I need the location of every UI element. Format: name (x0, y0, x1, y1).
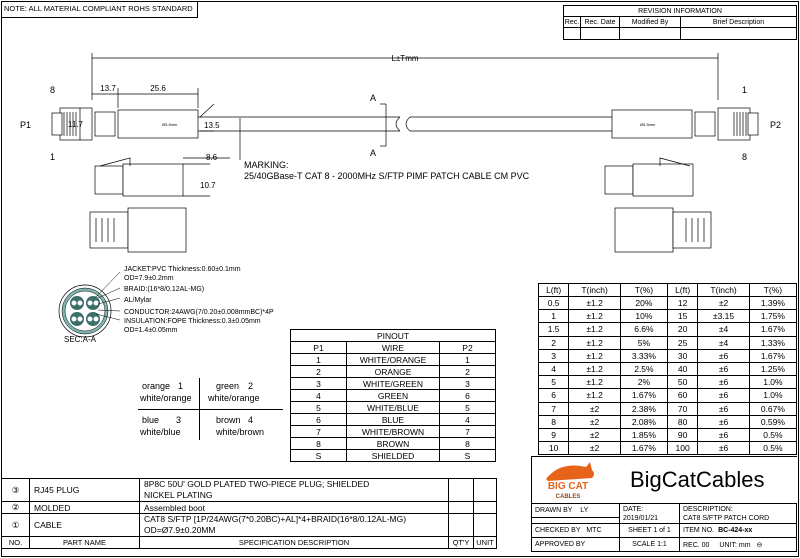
table-row (2, 514, 497, 537)
tol-col-tpct-2: T(%) (749, 284, 796, 297)
tolerance-cell: ±2 (698, 297, 750, 310)
tolerance-cell: ±1.2 (569, 389, 621, 402)
table-row (539, 323, 797, 336)
pin8-left: 8 (50, 85, 56, 95)
label-p2: P2 (770, 120, 782, 130)
part-spec-line2: OD=Ø7.9±0.20MM (144, 525, 216, 535)
tol-col-lft: L(ft) (539, 284, 569, 297)
tolerance-cell: 1.67% (620, 442, 667, 455)
table-row (291, 450, 496, 462)
tolerance-cell: ±6 (698, 442, 750, 455)
table-row (291, 354, 496, 366)
conductor-label: CONDUCTOR:24AWG(7/0.20±0.008mmBC)*4P (124, 309, 274, 316)
table-row (539, 389, 797, 402)
dim-10-7: 10.7 (200, 181, 216, 190)
pinout-cell: S (440, 450, 496, 462)
table-row (539, 428, 797, 441)
tolerance-cell: 1.75% (749, 310, 796, 323)
approved-by-label: APPROVED BY (532, 538, 620, 552)
tolerance-cell: 90 (667, 428, 697, 441)
item-no-cell (680, 524, 797, 538)
tolerance-cell: 1.67% (749, 349, 796, 362)
legend-2-num: 2 (248, 381, 254, 391)
dim-13-5: 13.5 (204, 121, 220, 130)
tolerance-cell: 25 (667, 336, 697, 349)
pin1-right: 1 (742, 85, 748, 95)
dim-length: L±Tmm (391, 54, 419, 63)
tolerance-cell: ±6 (698, 428, 750, 441)
tolerance-cell: 1.25% (749, 362, 796, 375)
title-block (531, 503, 797, 552)
footer-qty: QT'Y (449, 537, 474, 549)
tol-col-lft-2: L(ft) (667, 284, 697, 297)
table-row (291, 390, 496, 402)
pinout-cell: 6 (440, 390, 496, 402)
tolerance-cell: 0.59% (749, 415, 796, 428)
tolerance-cell: ±1.2 (569, 349, 621, 362)
tolerance-cell: 1.85% (620, 428, 667, 441)
description-label: DESCRIPTION: (683, 505, 733, 513)
tolerance-cell: ±1.2 (569, 362, 621, 375)
tolerance-cell: 9 (539, 428, 569, 441)
tolerance-cell: ±4 (698, 336, 750, 349)
legend-4-sub: white/brown (216, 427, 265, 437)
pinout-cell: 4 (440, 414, 496, 426)
section-label: SEC:A-A (64, 335, 97, 344)
drawn-by-value: LY (580, 507, 589, 514)
cable-drawing (0, 0, 800, 270)
drawn-by-label: DRAWN BY (535, 507, 573, 514)
footer-unit: UNIT (474, 537, 497, 549)
legend-divider-h (138, 409, 283, 410)
tolerance-cell: 7 (539, 402, 569, 415)
pinout-cell: 4 (291, 390, 347, 402)
logo-line2: CABLES (555, 494, 581, 500)
part-spec: Assembled boot (140, 502, 449, 514)
tolerance-cell: 1.5 (539, 323, 569, 336)
table-row (539, 442, 797, 455)
part-spec-line1: CAT8 S/FTP [1P/24AWG(7*0.20BC)+AL]*4+BRAID(16*8/0.12AL-MG) (144, 514, 407, 524)
pinout-cell: 1 (440, 354, 496, 366)
tolerance-cell: 30 (667, 349, 697, 362)
section-a-bottom: A (370, 148, 377, 158)
tolerance-cell: 1.39% (749, 297, 796, 310)
checked-by-value: MTC (586, 527, 602, 534)
legend-4-num: 4 (248, 415, 254, 425)
tolerance-cell: 6 (539, 389, 569, 402)
pinout-cell: WHITE/ORANGE (347, 354, 440, 366)
table-row (2, 479, 497, 502)
legend-3-num: 3 (176, 415, 182, 425)
table-row (291, 438, 496, 450)
tolerance-cell: 50 (667, 376, 697, 389)
pinout-col-wire: WIRE (347, 342, 440, 354)
tolerance-cell: 0.5 (539, 297, 569, 310)
section-a-top: A (370, 93, 377, 103)
legend-3-sub: white/blue (140, 427, 181, 437)
projection-symbol-icon: ⊖ (756, 541, 763, 549)
tolerance-cell: 80 (667, 415, 697, 428)
legend-1-sub: white/orange (140, 393, 192, 403)
tolerance-cell: 1.67% (749, 323, 796, 336)
tolerance-cell: 3.33% (620, 349, 667, 362)
tolerance-cell: 20 (667, 323, 697, 336)
table-row (539, 336, 797, 349)
pinout-cell: 7 (440, 426, 496, 438)
tolerance-cell: 15 (667, 310, 697, 323)
insulation-od: OD=1.4±0.05mm (124, 327, 178, 334)
pinout-table (290, 329, 496, 462)
tolerance-cell: 10 (539, 442, 569, 455)
marking-text: 25/40GBase-T CAT 8 - 2000MHz S/FTP PIMF PATCH CABLE CM PVC (244, 171, 530, 181)
pinout-cell: ORANGE (347, 366, 440, 378)
pinout-col-p1: P1 (291, 342, 347, 354)
tolerance-cell: 0.5% (749, 428, 796, 441)
pinout-cell: 1 (291, 354, 347, 366)
tolerance-cell: 40 (667, 362, 697, 375)
rec-value: REC. 00 (683, 541, 710, 549)
tolerance-cell: ±6 (698, 376, 750, 389)
part-name: MOLDED (30, 502, 140, 514)
dim-13-7: 13.7 (100, 84, 116, 93)
item-no-label: ITEM NO. (683, 527, 715, 534)
table-row (539, 349, 797, 362)
part-no: ① (2, 514, 30, 537)
tolerance-cell: ±1.2 (569, 336, 621, 349)
part-qty (449, 479, 474, 502)
tolerance-cell: 0.5% (749, 442, 796, 455)
tolerance-cell: 0.67% (749, 402, 796, 415)
table-row (2, 502, 497, 514)
insulation-label: INSULATION:FOPE Thickness:0.3±0.05mm (124, 318, 261, 325)
tolerance-cell: ±2 (569, 415, 621, 428)
legend-2-name: green (216, 381, 240, 391)
pinout-cell: WHITE/BLUE (347, 402, 440, 414)
al-mylar-label: AL/Mylar (124, 297, 152, 304)
tolerance-cell: ±4 (698, 323, 750, 336)
part-unit (474, 479, 497, 502)
rev-col-desc: Brief Description (681, 17, 797, 28)
tolerance-cell: 2.5% (620, 362, 667, 375)
tolerance-cell: 60 (667, 389, 697, 402)
pinout-title: PINOUT (291, 330, 496, 342)
part-spec-line2: NICKEL PLATING (144, 490, 213, 500)
tolerance-cell: 70 (667, 402, 697, 415)
tol-col-tpct: T(%) (620, 284, 667, 297)
part-spec-line1: 8P8C 50U' GOLD PLATED TWO-PIECE PLUG; SHIELDED (144, 479, 370, 489)
tolerance-cell: ±6 (698, 362, 750, 375)
tolerance-cell: ±6 (698, 415, 750, 428)
pinout-rows (291, 354, 496, 462)
part-qty (449, 502, 474, 514)
tolerance-cell: ±6 (698, 402, 750, 415)
pinout-cell: 2 (440, 366, 496, 378)
pinout-cell: SHIELDED (347, 450, 440, 462)
tolerance-cell: 5% (620, 336, 667, 349)
tolerance-cell: 10% (620, 310, 667, 323)
tol-col-tinch-2: T(inch) (698, 284, 750, 297)
rev-col-date: Rec. Date (581, 17, 620, 28)
rev-col-rec: Rec. (564, 18, 580, 26)
brand-name: BigCatCables (630, 467, 765, 492)
part-name: CABLE (30, 514, 140, 537)
plug-label-left: Ø5.5mm (162, 122, 178, 127)
pinout-col-p2: P2 (440, 342, 496, 354)
unit-value: UNIT: mm (719, 541, 751, 549)
footer-part-name: PART NAME (30, 537, 140, 549)
pinout-cell: 2 (291, 366, 347, 378)
rec-unit-cell (680, 538, 797, 552)
braid-label: BRAID:(16*8/0.12AL-MG) (124, 286, 205, 293)
tolerance-cell: 8 (539, 415, 569, 428)
dim-25-6: 25.6 (150, 84, 166, 93)
tolerance-cell: 100 (667, 442, 697, 455)
big-cat-logo-icon (538, 459, 598, 501)
checked-by-label: CHECKED BY (535, 527, 581, 534)
legend-4-name: brown (216, 415, 241, 425)
pin1-left: 1 (50, 152, 56, 162)
jacket-od: OD=7.9±0.2mm (124, 275, 174, 282)
tolerance-cell: 2.08% (620, 415, 667, 428)
scale-cell: SCALE 1:1 (620, 538, 680, 552)
part-name: RJ45 PLUG (30, 479, 140, 502)
pinout-cell: 8 (291, 438, 347, 450)
logo-line1: BIG CAT (547, 481, 589, 492)
pinout-cell: 5 (291, 402, 347, 414)
table-row (291, 426, 496, 438)
dim-8-6: 8.6 (206, 153, 218, 162)
part-spec (140, 479, 449, 502)
legend-1-num: 1 (178, 381, 184, 391)
jacket-label: JACKET:PVC Thickness:0.60±0.1mm (124, 266, 241, 273)
checked-by-cell (532, 524, 620, 538)
tolerance-cell: 20% (620, 297, 667, 310)
tol-col-tinch: T(inch) (569, 284, 621, 297)
tolerance-cell: 1.0% (749, 389, 796, 402)
table-row (539, 297, 797, 310)
rev-col-modified: Modified By (620, 17, 681, 28)
pinout-cell: BLUE (347, 414, 440, 426)
pinout-cell: 5 (440, 402, 496, 414)
table-row (539, 402, 797, 415)
parts-table (1, 478, 497, 549)
pinout-cell: WHITE/BROWN (347, 426, 440, 438)
plug-label-right: Ø5.5mm (640, 122, 656, 127)
date-cell (620, 504, 680, 524)
dim-11-7: 11.7 (68, 120, 83, 129)
legend-2-sub: white/orange (208, 393, 260, 403)
revision-title: REVISION INFORMATION (564, 6, 797, 17)
pinout-cell: BROWN (347, 438, 440, 450)
tolerance-cell: ±2 (569, 402, 621, 415)
tolerance-cell: ±1.2 (569, 310, 621, 323)
tolerance-cell: 4 (539, 362, 569, 375)
legend-3-name: blue (142, 415, 160, 425)
item-no-value: BC-424-xx (718, 527, 753, 534)
pin8-right: 8 (742, 152, 748, 162)
footer-no: NO. (2, 537, 30, 549)
tolerance-cell: 2.38% (620, 402, 667, 415)
footer-spec: SPECIFICATION DESCRIPTION (140, 537, 449, 549)
description-cell (680, 504, 797, 524)
tolerance-cell: 1 (539, 310, 569, 323)
pinout-cell: WHITE/GREEN (347, 378, 440, 390)
date-value: 2019/01/21 (623, 514, 659, 522)
tolerance-cell: ±1.2 (569, 297, 621, 310)
part-spec (140, 514, 449, 537)
pinout-cell: 6 (291, 414, 347, 426)
tolerance-cell: ±1.2 (569, 323, 621, 336)
cross-section-leaders (90, 268, 125, 338)
pinout-cell: 3 (440, 378, 496, 390)
table-row (539, 362, 797, 375)
pinout-cell: 3 (291, 378, 347, 390)
table-row (539, 376, 797, 389)
table-row (539, 310, 797, 323)
pinout-cell: 7 (291, 426, 347, 438)
tolerance-cell: 12 (667, 297, 697, 310)
date-label: DATE: (623, 505, 644, 513)
legend-1-name: orange (142, 381, 171, 391)
part-unit (474, 502, 497, 514)
tolerance-cell: ±1.2 (569, 376, 621, 389)
tolerance-cell: ±6 (698, 389, 750, 402)
note-text: NOTE: ALL MATERIAL COMPLIANT ROHS STANDARD (4, 4, 193, 13)
tolerance-cell: 2% (620, 376, 667, 389)
table-row (291, 414, 496, 426)
tolerance-cell: 5 (539, 376, 569, 389)
tolerance-cell: 1.0% (749, 376, 796, 389)
sheet-cell: SHEET 1 of 1 (620, 524, 680, 538)
brand-block (531, 456, 797, 504)
tolerance-cell: ±6 (698, 349, 750, 362)
parts-footer-row (2, 537, 497, 549)
tolerance-table (538, 283, 797, 455)
tolerance-cell: ±2 (569, 442, 621, 455)
part-no: ② (2, 502, 30, 514)
table-row (291, 402, 496, 414)
tolerance-rows (539, 297, 797, 455)
tolerance-cell: 2 (539, 336, 569, 349)
part-unit (474, 514, 497, 537)
part-qty (449, 514, 474, 537)
part-no: ③ (2, 479, 30, 502)
marking-title: MARKING: (244, 160, 289, 170)
tolerance-cell: 1.67% (620, 389, 667, 402)
label-p1: P1 (20, 120, 32, 130)
pinout-cell: GREEN (347, 390, 440, 402)
description-value: CAT8 S/FTP PATCH CORD (683, 514, 770, 522)
tolerance-cell: ±3.15 (698, 310, 750, 323)
pinout-cell: S (291, 450, 347, 462)
drawn-by-cell (532, 504, 620, 518)
tolerance-cell: ±2 (569, 428, 621, 441)
table-row (539, 415, 797, 428)
table-row (291, 378, 496, 390)
tolerance-cell: 3 (539, 349, 569, 362)
table-row (291, 366, 496, 378)
tolerance-cell: 1.33% (749, 336, 796, 349)
pinout-cell: 8 (440, 438, 496, 450)
tolerance-cell: 6.6% (620, 323, 667, 336)
